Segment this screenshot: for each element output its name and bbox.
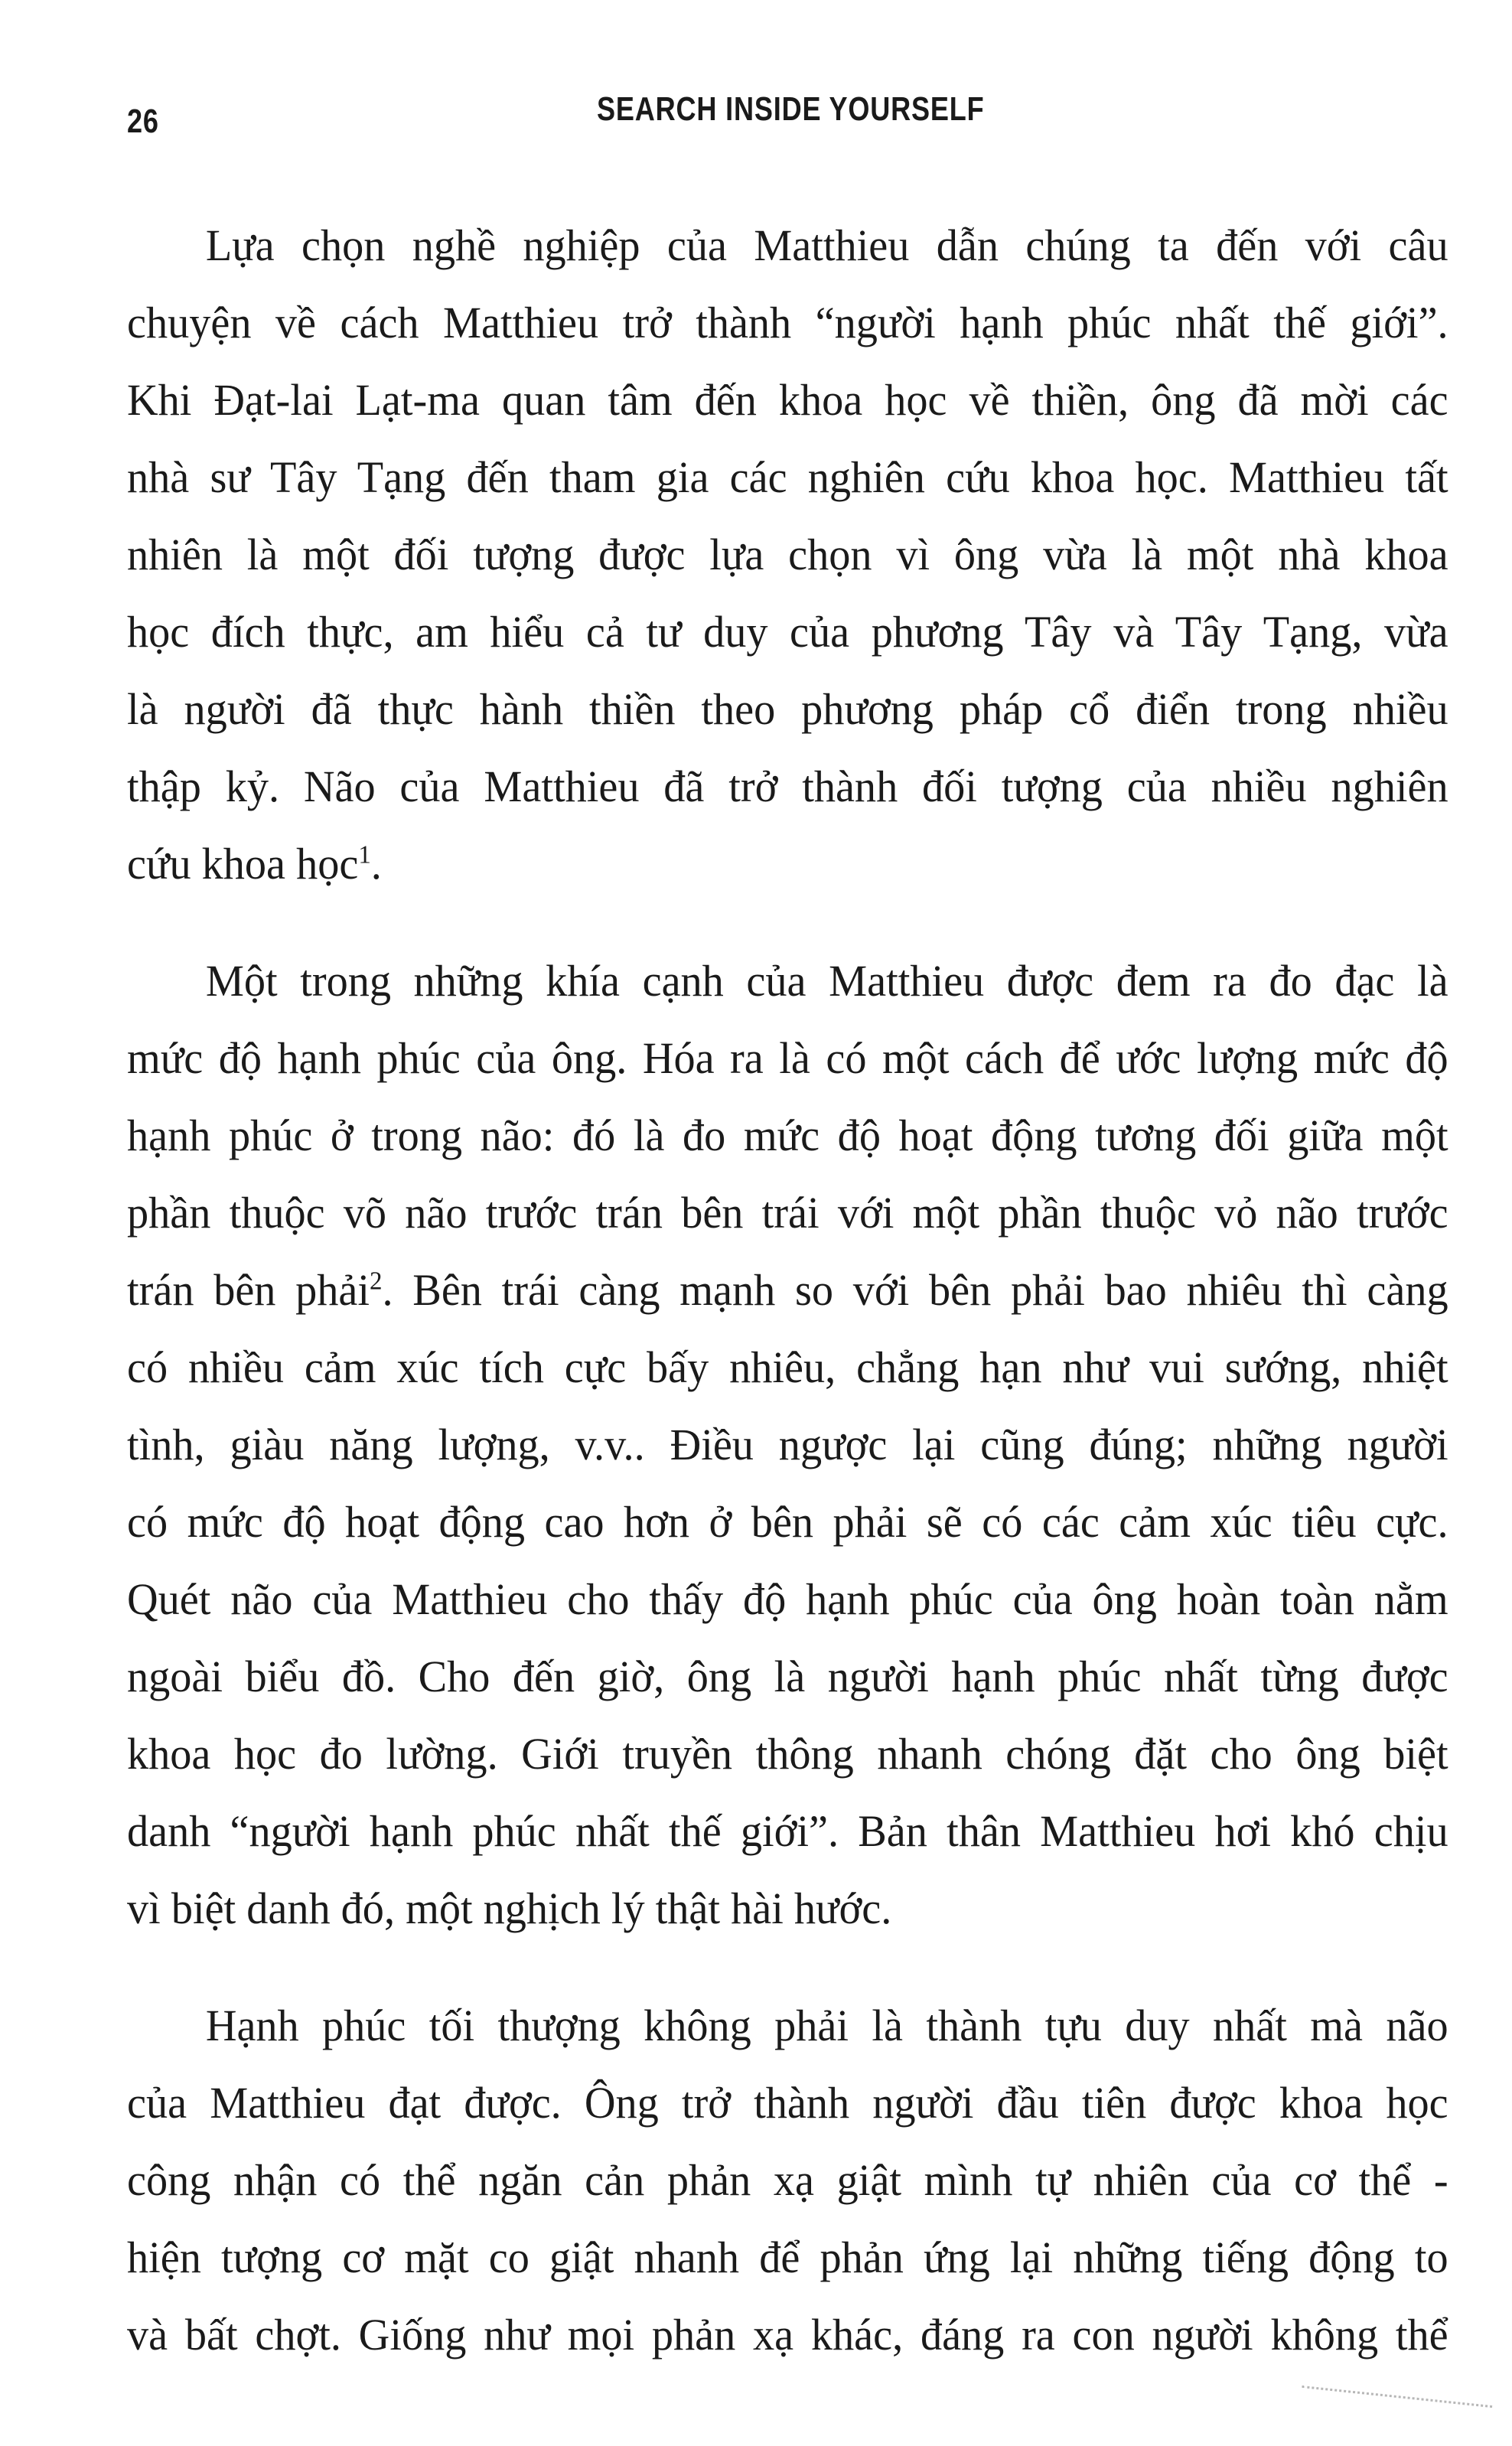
text-line: công nhận có thể ngăn cản phản xạ giật mình tự nhiên của cơ thể - [127,2155,1448,2205]
text-fragment: cứu khoa học [127,839,359,889]
text-line: và bất chợt. Giống như mọi phản xạ khác, đáng ra con người không thể [127,2310,1448,2360]
text-line: mức độ hạnh phúc của ông. Hóa ra là có một cách để ước lượng mức độ [127,1033,1448,1083]
text-line: nhà sư Tây Tạng đến tham gia các nghiên cứu khoa học. Matthieu tất [127,452,1448,502]
text-line: hiện tượng cơ mặt co giật nhanh để phản ứng lại những tiếng động to [127,2232,1448,2282]
text-line: Một trong những khía cạnh của Matthieu được đem ra đo đạc là [205,956,1448,1006]
paragraph-3 [127,1987,1489,2373]
text-line: nhiên là một đối tượng được lựa chọn vì ông vừa là một nhà khoa [127,530,1448,579]
paragraph-2 [127,942,1489,1947]
text-line: chuyện về cách Matthieu trở thành “người hạnh phúc nhất thế giới”. [127,298,1448,347]
text-line: ngoài biểu đồ. Cho đến giờ, ông là người hạnh phúc nhất từng được [127,1652,1448,1701]
text-line: khoa học đo lường. Giới truyền thông nhanh chóng đặt cho ông biệt [127,1729,1448,1779]
text-line: Quét não của Matthieu cho thấy độ hạnh phúc của ông hoàn toàn nằm [127,1574,1448,1624]
text-fragment: . [370,839,382,889]
text-line: học đích thực, am hiểu cả tư duy của phương Tây và Tây Tạng, vừa [127,607,1448,657]
text-fragment: . Bên trái càng mạnh so với bên phải bao nhiêu thì càng [382,1265,1448,1315]
text-line: danh “người hạnh phúc nhất thế giới”. Bản thân Matthieu hơi khó chịu [127,1806,1448,1856]
text-line: thập kỷ. Não của Matthieu đã trở thành đối tượng của nhiều nghiên [127,762,1448,811]
text-line: hạnh phúc ở trong não: đó là đo mức độ hoạt động tương đối giữa một [127,1110,1448,1160]
text-line: Lựa chọn nghề nghiệp của Matthieu dẫn chúng ta đến với câu [205,220,1448,270]
paragraph-1 [127,207,1489,902]
text-line: có mức độ hoạt động cao hơn ở bên phải sẽ có các cảm xúc tiêu cực. [127,1497,1448,1547]
text-line [127,1251,1448,1329]
text-line: phần thuộc võ não trước trán bên trái với một phần thuộc vỏ não trước [127,1188,1448,1238]
body-text [127,207,1489,2413]
running-head [122,83,1469,144]
text-line: tình, giàu năng lượng, v.v.. Điều ngược lại cũng đúng; những người [127,1420,1448,1469]
text-line: là người đã thực hành thiền theo phương pháp cổ điển trong nhiều [127,684,1448,734]
book-title: SEARCH INSIDE YOURSELF [597,90,985,128]
text-line: Khi Đạt-lai Lạt-ma quan tâm đến khoa học về thiền, ông đã mời các [127,375,1448,425]
footnote-ref[interactable]: 1 [358,840,371,869]
text-line: Hạnh phúc tối thượng không phải là thành tựu duy nhất mà não [205,2001,1448,2050]
footnote-ref[interactable]: 2 [370,1267,383,1296]
text-line: vì biệt danh đó, một nghịch lý thật hài hước. [127,1883,892,1933]
text-line: của Matthieu đạt được. Ông trở thành người đầu tiên được khoa học [127,2078,1448,2128]
page-number: 26 [127,103,159,140]
text-line [127,825,1448,902]
text-line: có nhiều cảm xúc tích cực bấy nhiêu, chẳng hạn như vui sướng, nhiệt [127,1342,1448,1392]
text-fragment: trán bên phải [127,1265,370,1315]
